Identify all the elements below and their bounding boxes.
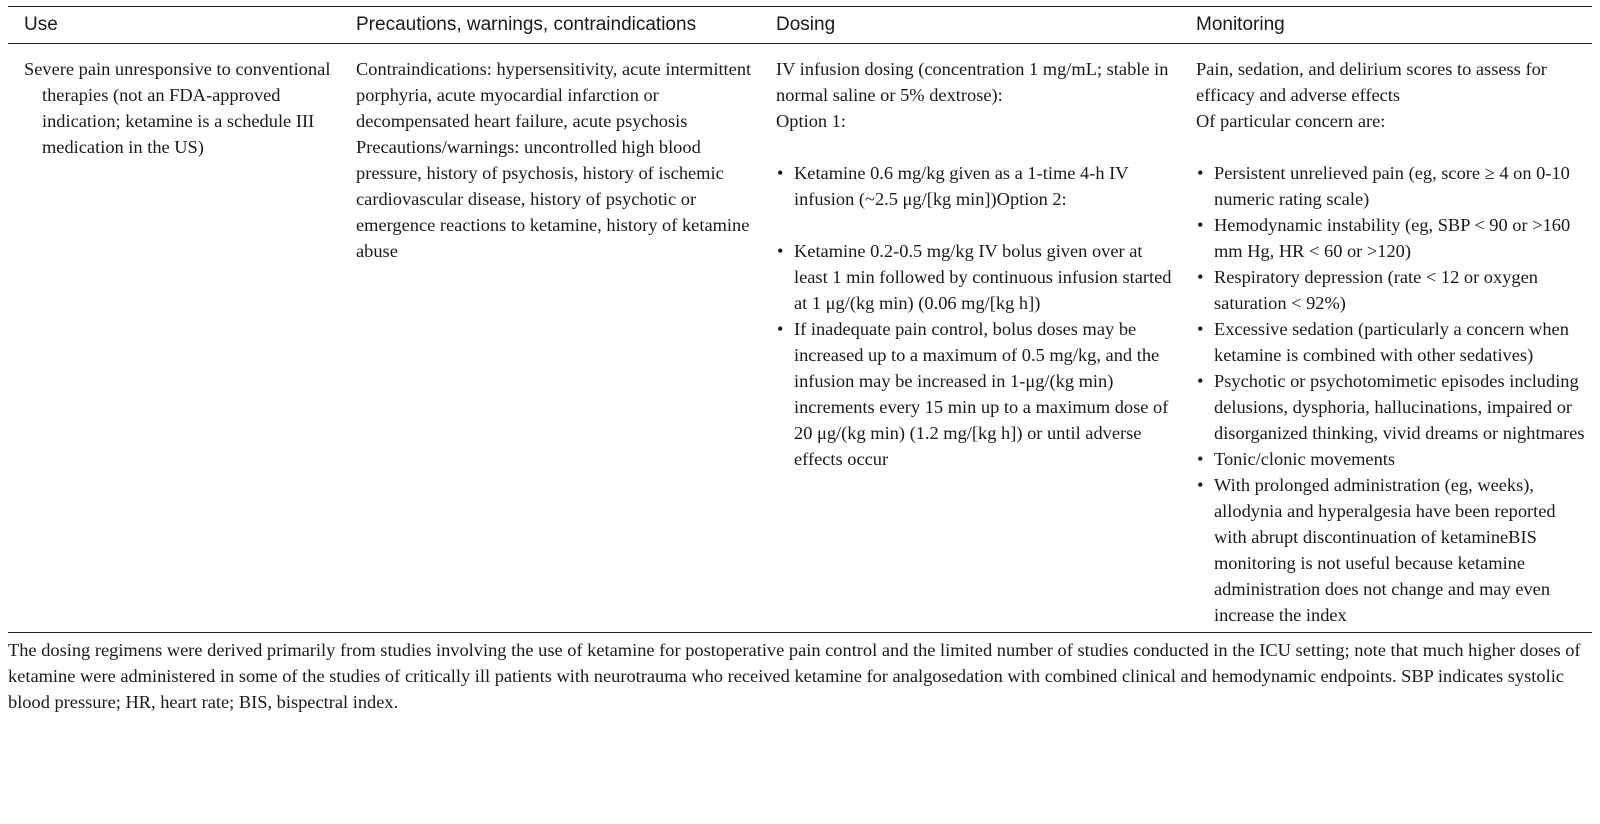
cell-dosing — [760, 56, 1180, 628]
header-use: Use — [24, 14, 58, 35]
contraindications-text: Contraindications: hypersensitivity, acute intermittent porphyria, acute myocardial infarction or decompensated heart failure, acute psychosis — [356, 59, 752, 131]
table-footnote: The dosing regimens were derived primarily from studies involving the use of ketamine for postoperative pain control and the limited number of studies conducted in the ICU setting; note that much higher doses of ketamine were administered in some of the studies of critically ill patients with neurotrauma who received ketamine for analgosedation with combined clinical and hemodynamic endpoints. SBP indicates systolic blood pressure; HR, heart rate; BIS, bispectral index. — [8, 640, 1581, 712]
monitoring-list — [1196, 160, 1586, 628]
header-precautions: Precautions, warnings, contraindications — [356, 14, 697, 35]
option1-label: Option 1: — [776, 111, 846, 131]
table-bottom-rule — [8, 632, 1592, 633]
list-item: • Persistent unrelieved pain (eg, score ≥ 4 on 0-10 numeric rating scale) — [1196, 160, 1586, 212]
option1-list — [776, 160, 1174, 212]
list-item: • With prolonged administration (eg, weeks), allodynia and hyperalgesia have been reported with abrupt discontinuation of ketamineBIS monitoring is not useful because ketamine administration does not change and may even increase the index — [1196, 472, 1586, 628]
cell-monitoring — [1180, 56, 1592, 628]
header-monitoring: Monitoring — [1196, 14, 1285, 35]
concern-label: Of particular concern are: — [1196, 111, 1386, 131]
list-item: • Hemodynamic instability (eg, SBP < 90 or >160 mm Hg, HR < 60 or >120) — [1196, 212, 1586, 264]
list-item: • Tonic/clonic movements — [1196, 446, 1586, 472]
dosing-intro: IV infusion dosing (concentration 1 mg/mL; stable in normal saline or 5% dextrose): — [776, 59, 1169, 105]
option2-list — [776, 238, 1174, 472]
monitoring-intro: Pain, sedation, and delirium scores to assess for efficacy and adverse effects — [1196, 59, 1547, 105]
header-dosing: Dosing — [776, 14, 836, 35]
table-row — [8, 44, 1592, 632]
list-item: • Psychotic or psychotomimetic episodes including delusions, dysphoria, hallucinations, impaired or disorganized thinking, vivid dreams or nightmares — [1196, 368, 1586, 446]
list-item: • Respiratory depression (rate < 12 or oxygen saturation < 92%) — [1196, 264, 1586, 316]
cell-use — [8, 56, 340, 628]
cell-precautions — [340, 56, 760, 628]
table-header-row — [8, 7, 1592, 43]
ketamine-table — [8, 6, 1592, 633]
list-item: • Ketamine 0.6 mg/kg given as a 1-time 4-h IV infusion (~2.5 μg/[kg min])Option 2: — [776, 160, 1174, 212]
use-text: Severe pain unresponsive to conventional therapies (not an FDA-approved indication; ketamine is a schedule III medication in the US) — [24, 59, 331, 157]
list-item: • If inadequate pain control, bolus doses may be increased up to a maximum of 0.5 mg/kg, and the infusion may be increased in 1-μg/(kg min) increments every 15 min up to a maximum dose of 20 μg/(kg min) (1.2 mg/[kg h]) or until adverse effects occur — [776, 316, 1174, 472]
warnings-text: Precautions/warnings: uncontrolled high blood pressure, history of psychosis, history of ischemic cardiovascular disease, history of psychotic or emergence reactions to ketamine, history of ketamine abuse — [356, 137, 750, 261]
list-item: • Excessive sedation (particularly a concern when ketamine is combined with other sedatives) — [1196, 316, 1586, 368]
list-item: • Ketamine 0.2-0.5 mg/kg IV bolus given over at least 1 min followed by continuous infusion started at 1 μg/(kg min) (0.06 mg/[kg h]) — [776, 238, 1174, 316]
